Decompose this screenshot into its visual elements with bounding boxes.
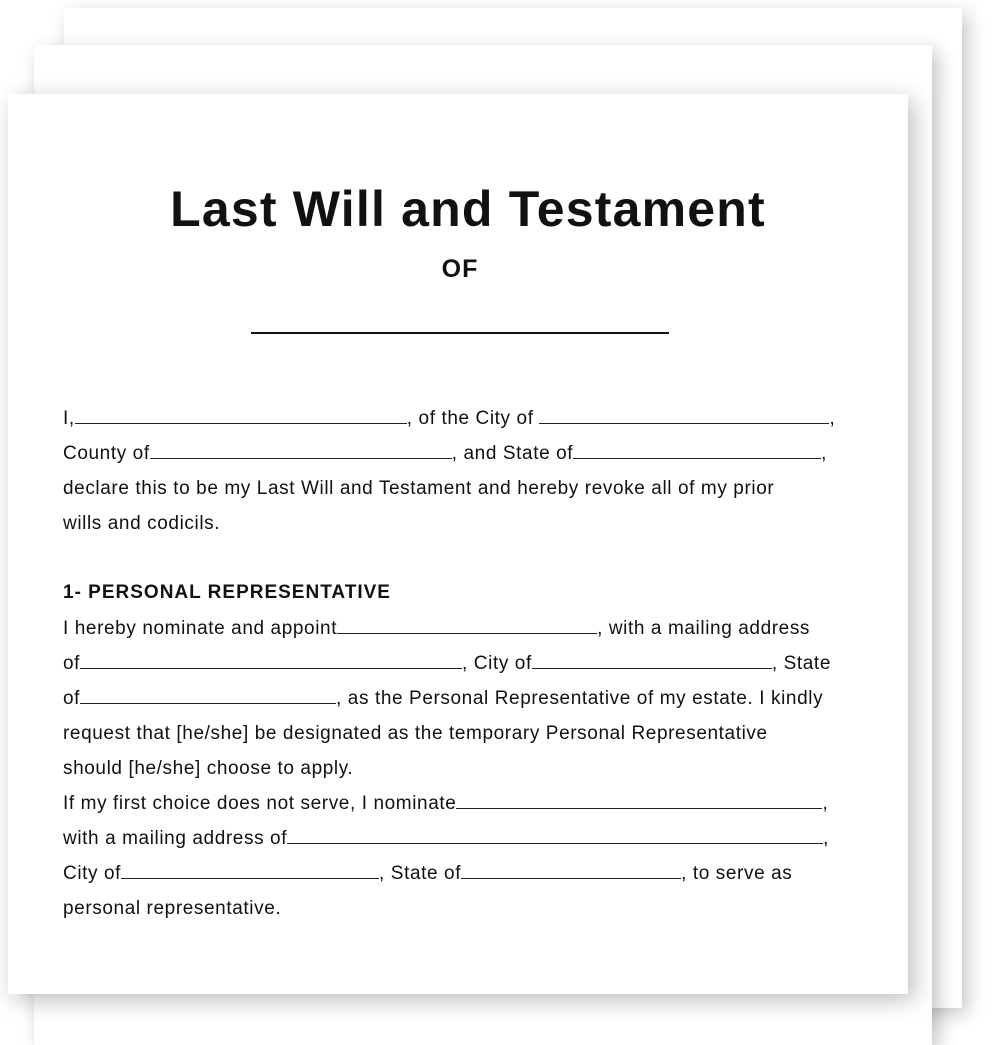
section1-line-9 [63, 891, 863, 926]
section1-line-2 [63, 646, 863, 681]
intro-text: wills and codicils. [63, 513, 221, 534]
section1-line-1 [63, 611, 863, 646]
section1-text: request that [he/she] be designated as the temporary Personal Representative [63, 723, 768, 744]
alternate-representative-name-blank[interactable] [456, 786, 822, 809]
representative-name-blank[interactable] [337, 611, 597, 634]
testator-name-blank[interactable] [75, 401, 407, 424]
section1-text: , to serve as [681, 863, 793, 884]
section1-text: City of [63, 863, 122, 884]
section1-line-4 [63, 716, 863, 751]
section1-text: , with a mailing address [597, 618, 811, 639]
intro-line-3 [63, 471, 863, 506]
alternate-city-blank[interactable] [121, 856, 379, 879]
section1-paragraph [63, 611, 863, 926]
section1-text: I hereby nominate and appoint [63, 618, 338, 639]
intro-text: , of the City of [406, 408, 534, 429]
document-title: Last Will and Testament [170, 181, 766, 237]
section1-text: should [he/she] choose to apply. [63, 758, 354, 779]
intro-text: , [821, 443, 828, 464]
section1-text: of [63, 688, 81, 709]
intro-text: County of [63, 443, 150, 464]
section1-line-8 [63, 856, 863, 891]
section1-text: , as the Personal Representative of my estate. I kindly [336, 688, 824, 709]
intro-text: I, [63, 408, 75, 429]
section1-text: with a mailing address of [63, 828, 288, 849]
document-subtitle: OF [441, 255, 479, 283]
section1-text: personal representative. [63, 898, 282, 919]
front-page-sheet [8, 94, 908, 994]
county-blank[interactable] [150, 436, 452, 459]
intro-line-2 [63, 436, 863, 471]
section1-text: , City of [462, 653, 532, 674]
section1-text: , [822, 793, 829, 814]
section1-text: , State of [379, 863, 462, 884]
intro-text: , and State of [451, 443, 574, 464]
state-blank[interactable] [573, 436, 821, 459]
city-blank[interactable] [539, 401, 829, 424]
section1-text: If my first choice does not serve, I nominate [63, 793, 457, 814]
section1-text: , [823, 828, 829, 849]
section1-line-3 [63, 681, 863, 716]
section1-line-5 [63, 751, 863, 786]
intro-text: , [829, 408, 836, 429]
alternate-state-blank[interactable] [461, 856, 681, 879]
intro-paragraph [63, 401, 863, 541]
testator-name-line[interactable] [251, 332, 669, 334]
intro-line-1 [63, 401, 863, 436]
alternate-address-blank[interactable] [287, 821, 823, 844]
section1-text: , State [771, 653, 831, 674]
section1-line-6 [63, 786, 863, 821]
section1-line-7 [63, 821, 863, 856]
representative-state-blank[interactable] [80, 681, 336, 704]
intro-line-4 [63, 506, 863, 541]
representative-address-blank[interactable] [80, 646, 462, 669]
representative-city-blank[interactable] [532, 646, 772, 669]
section1-text: of [63, 653, 81, 674]
will-document [8, 94, 908, 958]
intro-text: declare this to be my Last Will and Testament and hereby revoke all of my prior [63, 478, 775, 499]
section-heading-personal-representative: 1- PERSONAL REPRESENTATIVE [63, 582, 391, 603]
